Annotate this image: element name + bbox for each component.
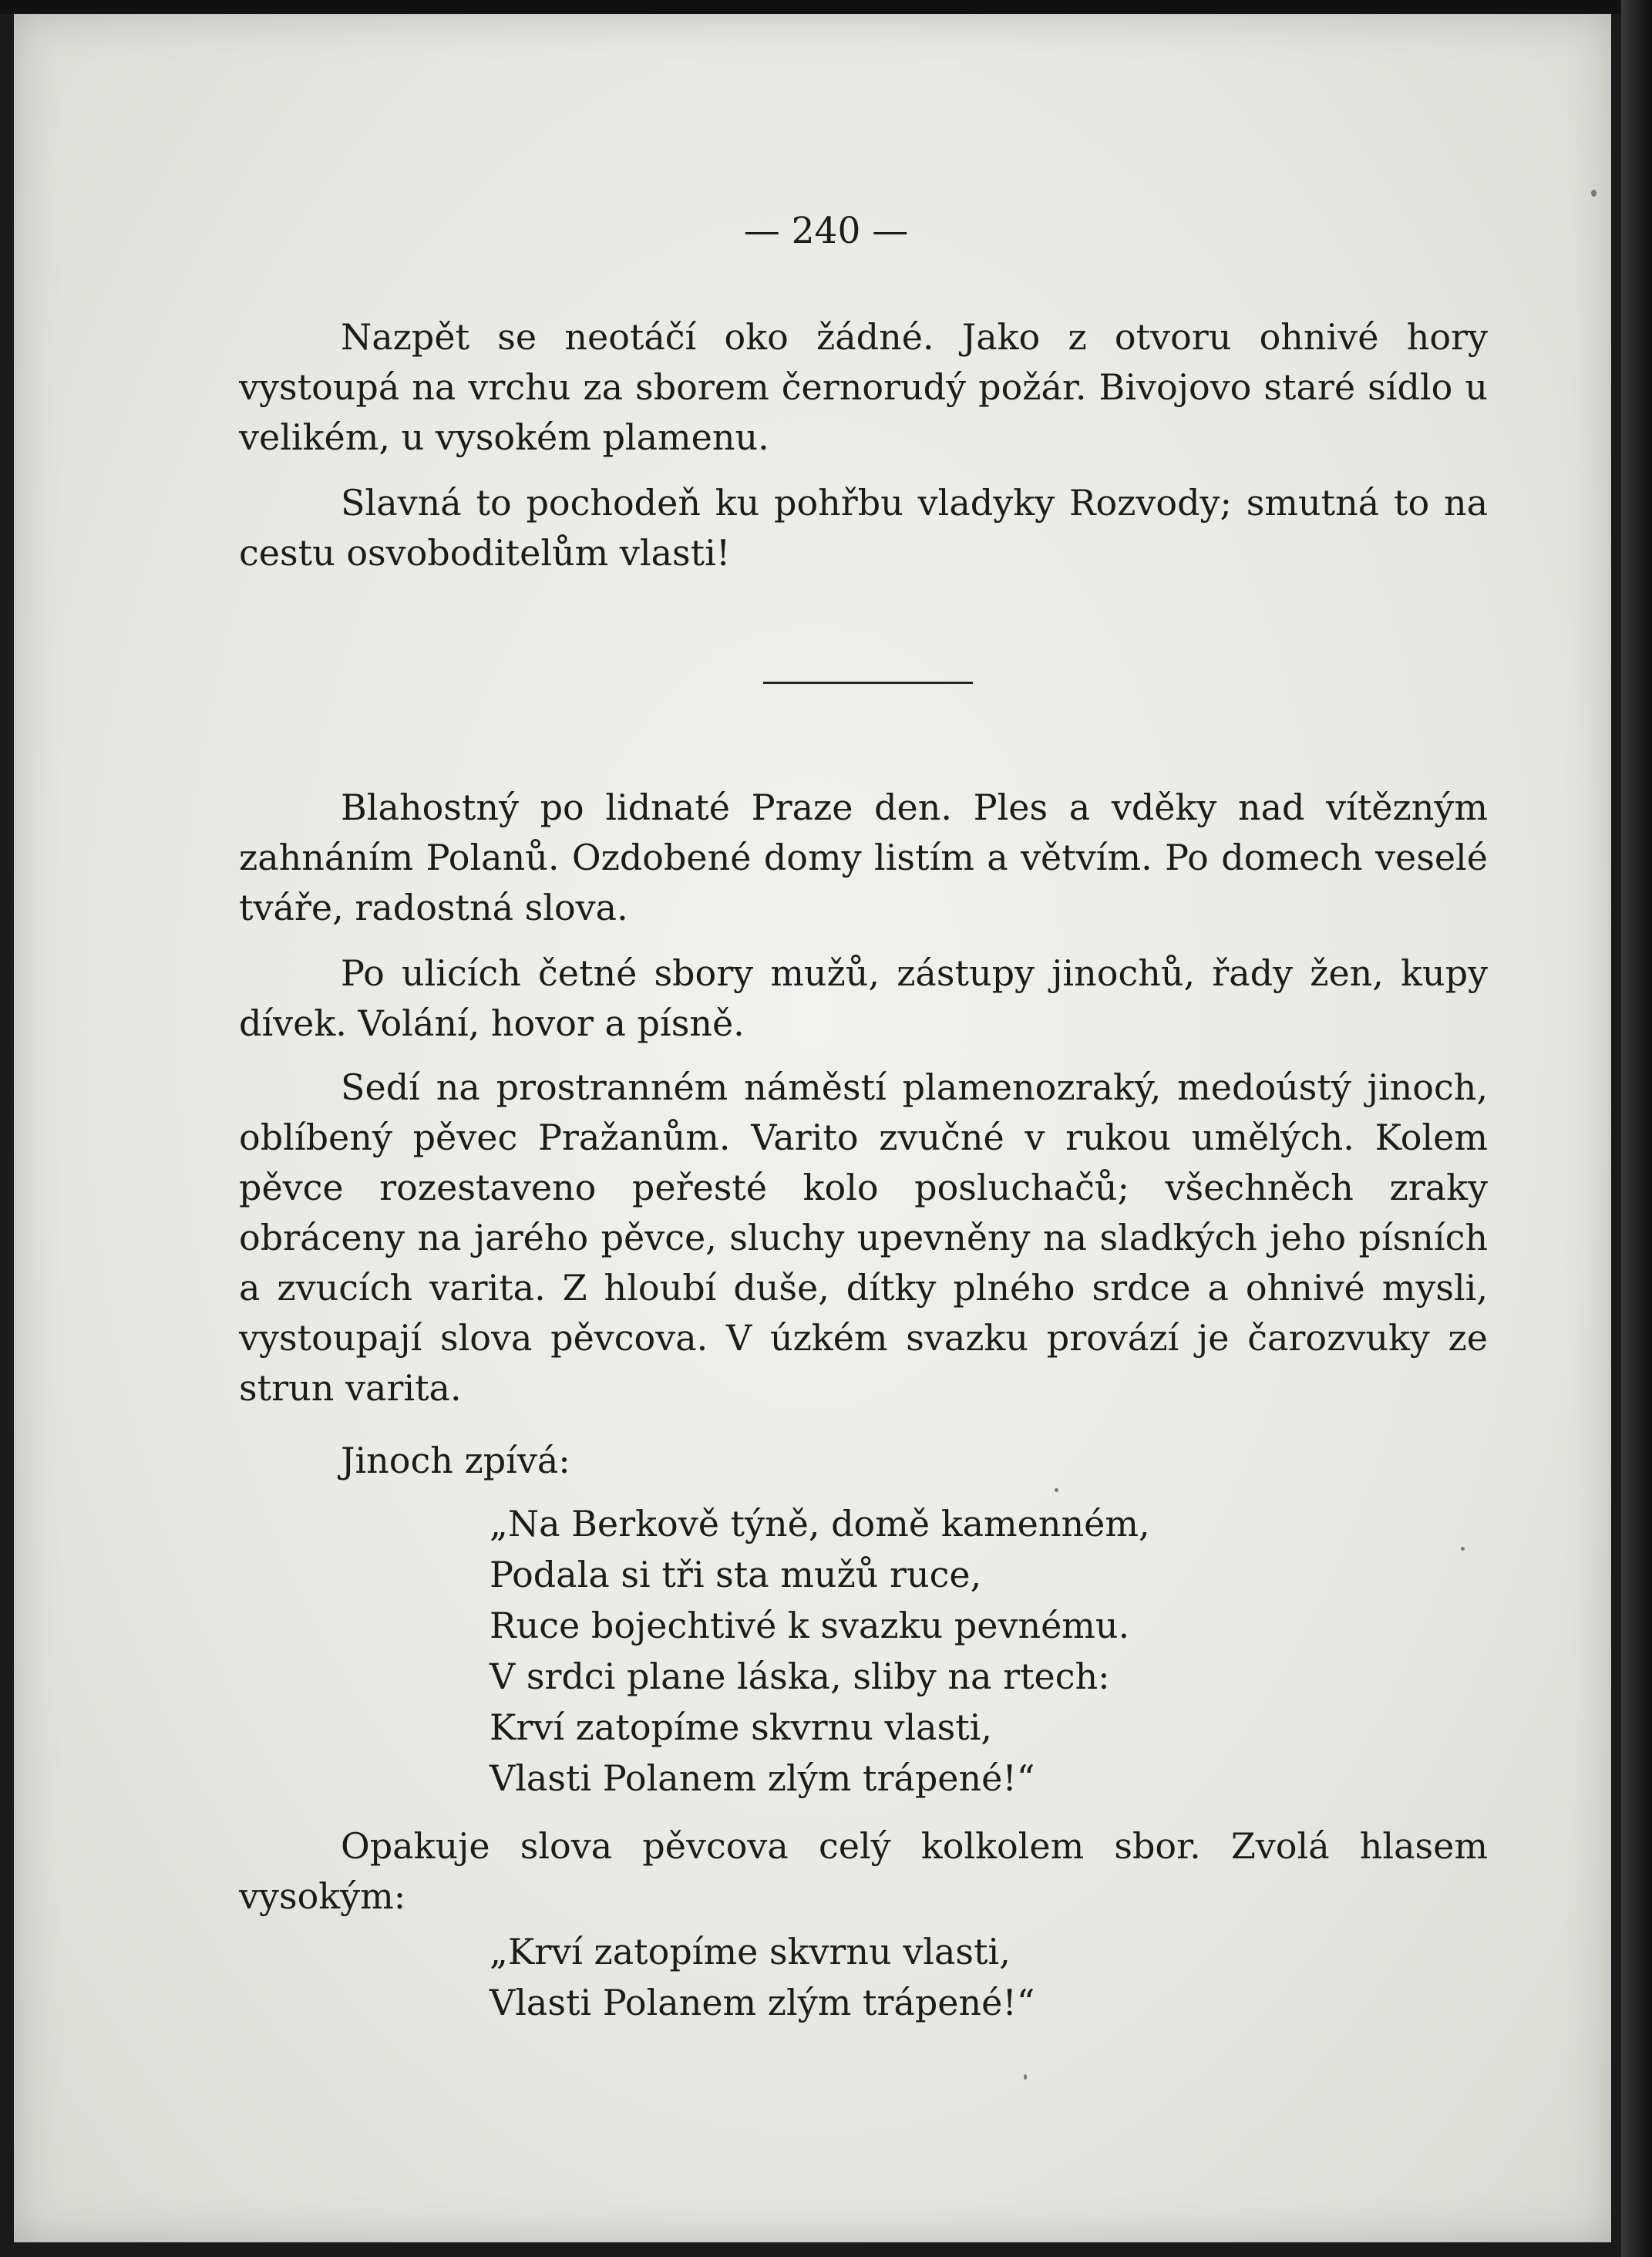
- scan-right-border: [1621, 0, 1652, 2257]
- paragraph-1: Nazpět se neotáčí oko žádné. Jako z otvoru ohnivé hory vystoupá na vrchu za sborem černorudý požár. Bivojovo staré sídlo u velikém, u vysokém plamenu.: [239, 316, 1488, 458]
- verse-line: Vlasti Polanem zlým trápené!“: [490, 1982, 1035, 2023]
- song-verse-1: [490, 1498, 1150, 1804]
- paragraph-7: Opakuje slova pěvcova celý kolkolem sbor. Zvolá hlasem vysokým:: [239, 1825, 1488, 1917]
- scan-top-border: [0, 0, 1652, 14]
- verse-line: Podala si tři sta mužů ruce,: [490, 1554, 982, 1595]
- section-divider: [763, 682, 973, 684]
- scan-speck: [1055, 1488, 1058, 1492]
- paragraph-5: Sedí na prostranném náměstí plamenozraký, medoústý jinoch, oblíbený pěvec Pražanům. Varito zvučné v rukou umělých. Kolem pěvce rozestaveno peřesté kolo posluchačů; všechněch zraky obráceny na jarého pěvce, sluchy upevněny na sladkých jeho písních a zvucích varita. Z hloubí duše, dítky plného srdce a ohnivé mysli, vystoupají slova pěvcova. V úzkém svazku provází je čarozvuky ze strun varita.: [239, 1066, 1488, 1409]
- page-number: — 240 —: [743, 210, 909, 252]
- verse-line: V srdci plane láska, sliby na rtech:: [490, 1656, 1110, 1697]
- paragraph-2: Slavná to pochodeň ku pohřbu vladyky Rozvody; smutná to na cestu osvoboditelům vlasti!: [239, 482, 1488, 574]
- verse-line: „Na Berkově týně, domě kamenném,: [490, 1503, 1150, 1545]
- verse-line: Ruce bojechtivé k svazku pevnému.: [490, 1605, 1130, 1646]
- verse-line: „Krví zatopíme skvrnu vlasti,: [490, 1931, 1011, 1972]
- verse-line: Krví zatopíme skvrnu vlasti,: [490, 1706, 993, 1748]
- scan-speck: [1461, 1547, 1465, 1551]
- paragraph-6: Jinoch zpívá:: [341, 1440, 570, 1481]
- scan-speck: [1591, 190, 1596, 197]
- verse-line: Vlasti Polanem zlým trápené!“: [490, 1757, 1035, 1799]
- song-verse-2: [490, 1926, 1035, 2028]
- paragraph-3: Blahostný po lidnaté Praze den. Ples a vděky nad vítězným zahnáním Polanů. Ozdobené domy listím a větvím. Po domech veselé tváře, radostná slova.: [239, 787, 1488, 928]
- paragraph-4: Po ulicích četné sbory mužů, zástupy jinochů, řady žen, kupy dívek. Volání, hovor a písně.: [239, 952, 1488, 1044]
- scan-speck: [1024, 2074, 1027, 2080]
